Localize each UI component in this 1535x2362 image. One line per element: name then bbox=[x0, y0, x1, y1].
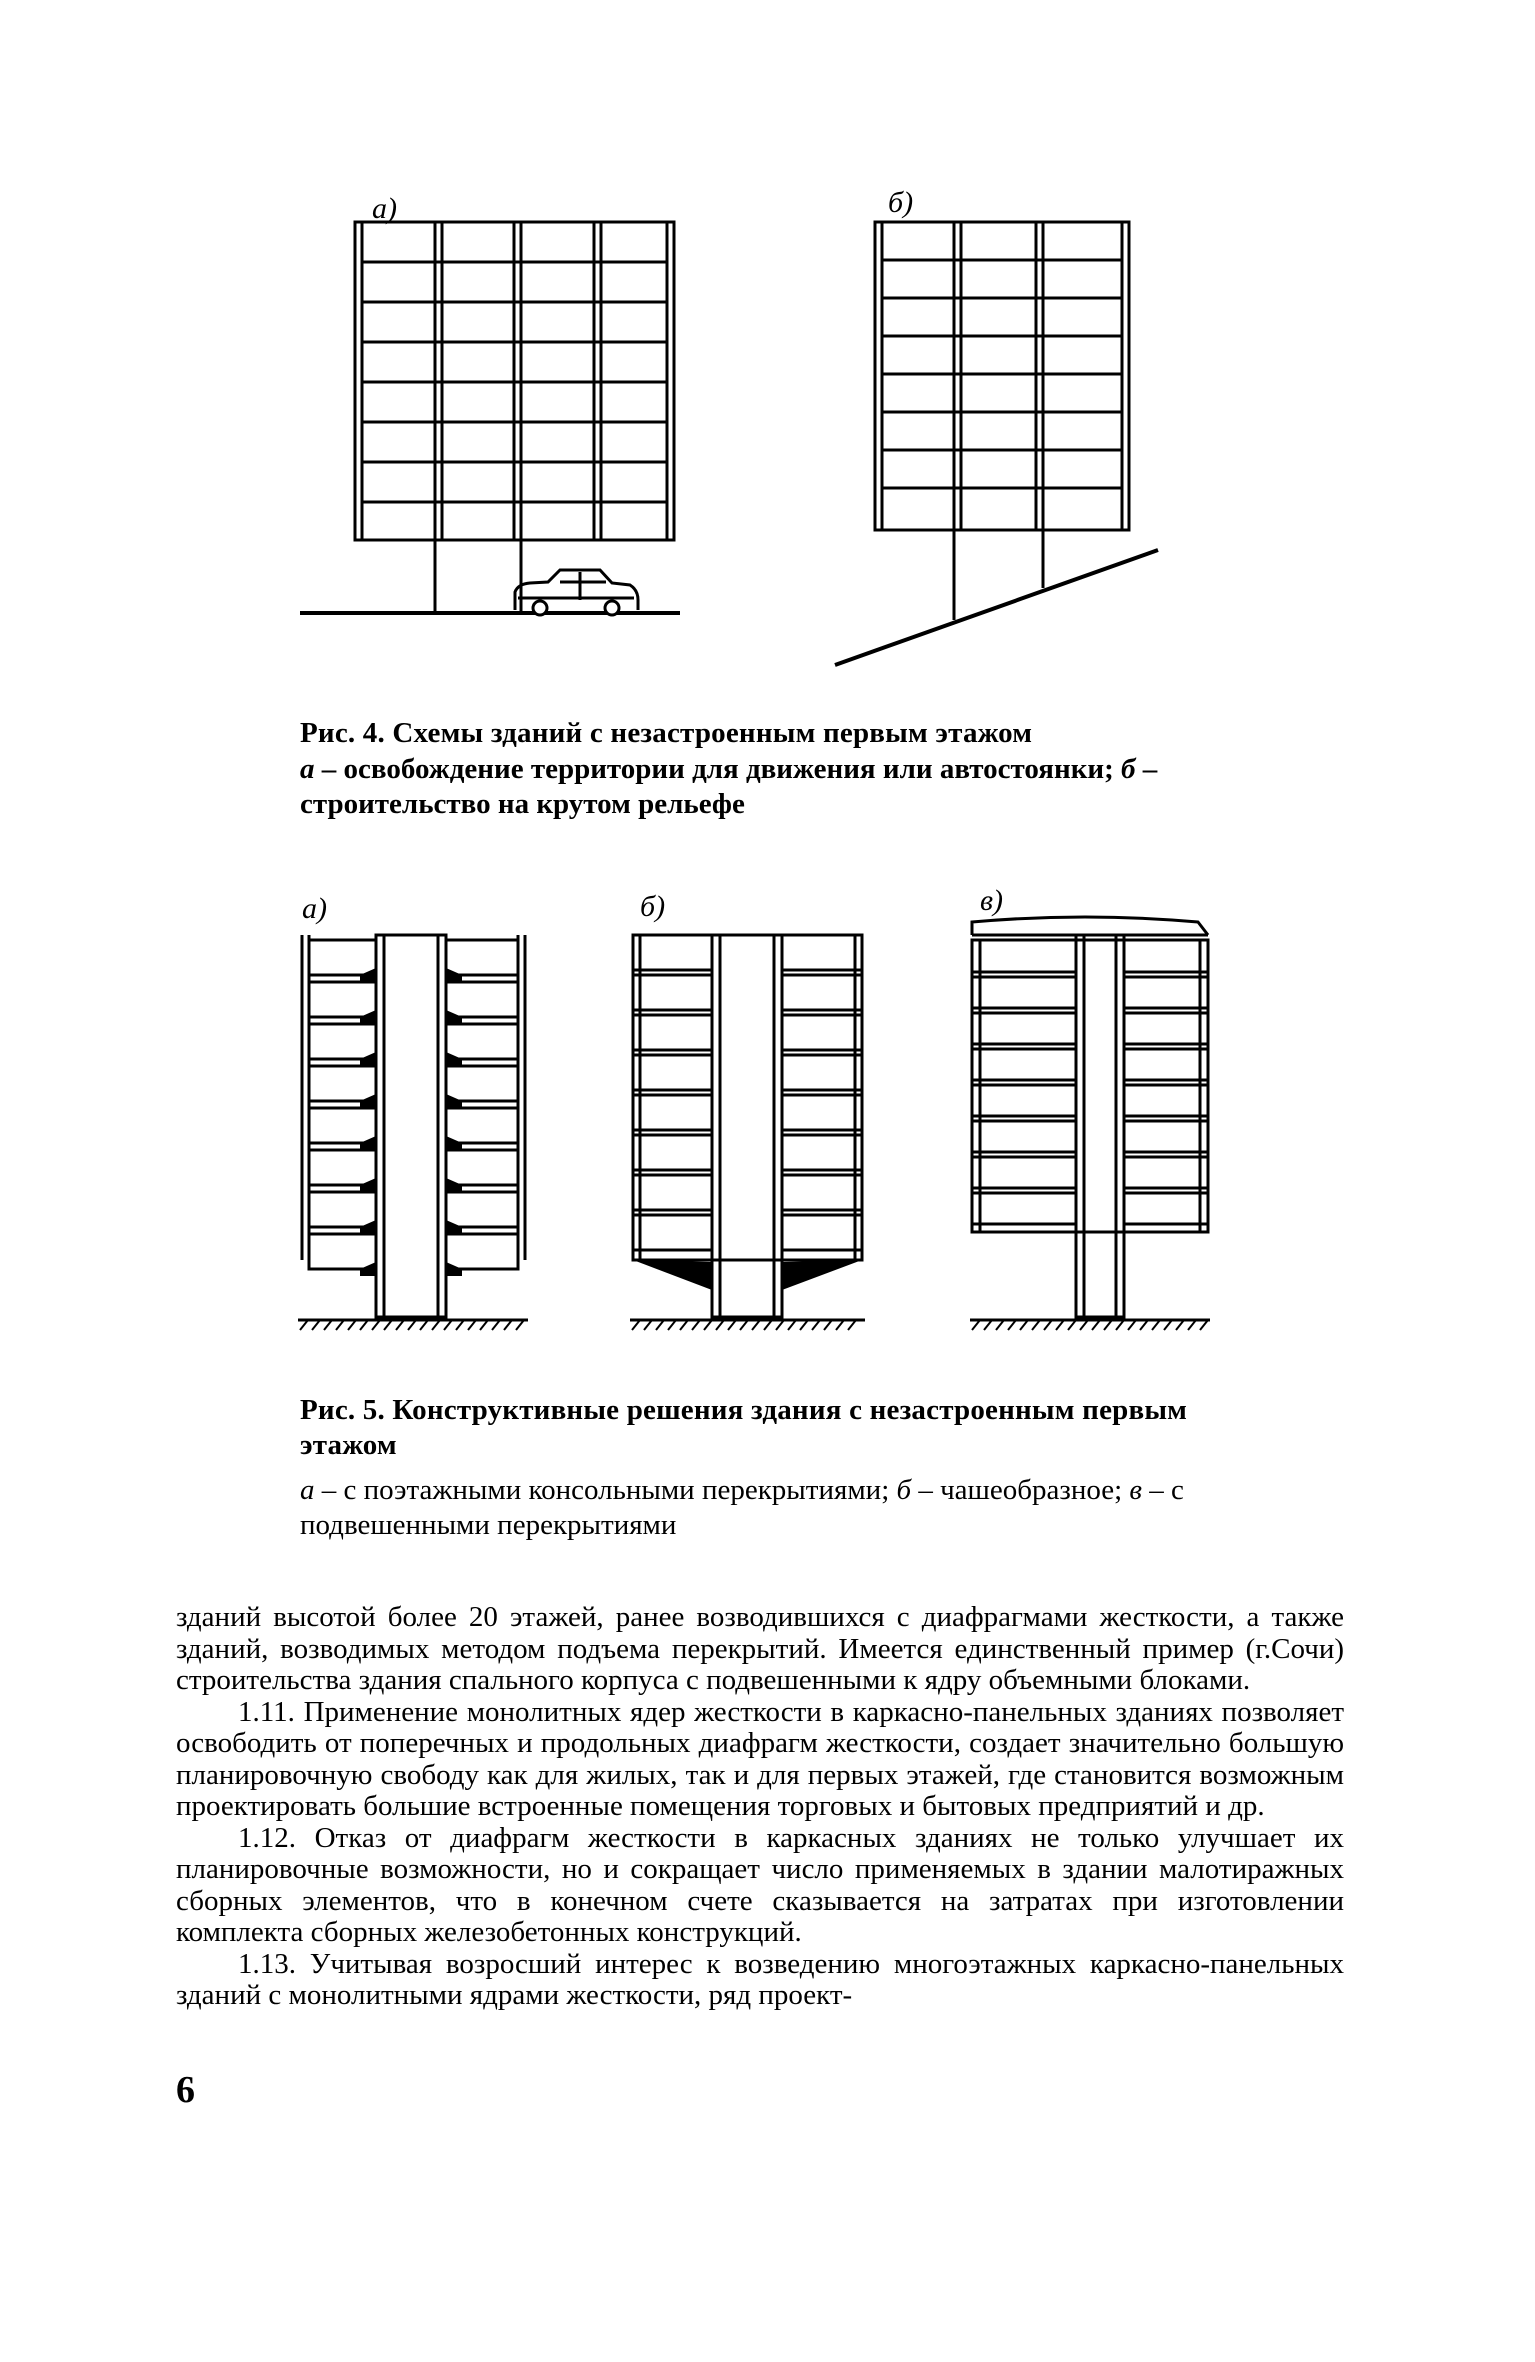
fig5-legend-text-b: – чашеобразное; bbox=[911, 1474, 1130, 1506]
fig5-legend-text-v: – с подвешенными перекрытиями bbox=[300, 1474, 1184, 1541]
fig4-legend-letter-a: а bbox=[300, 753, 315, 785]
body-text bbox=[176, 1602, 1344, 2012]
paragraph-1-12: 1.12. Отказ от диафрагм жесткости в каркасных зданиях не только улучшает их планировочные возможности, но и сокращает число применяемых в здании малотиражных сборных элементов, что в конечном счете сказывается на затратах при изготовлении комплекта сборных железобетонных конструкций. bbox=[176, 1821, 1344, 1948]
fig5-label-v: в) bbox=[980, 884, 1004, 917]
fig5-legend-letter-b: б bbox=[896, 1474, 912, 1506]
paragraph-1-11: 1.11. Применение монолитных ядер жесткости в каркасно-панельных зданиях позволяет освободить от поперечных и продольных диафрагм жесткости, создает значительно большую планировочную свободу как для жилых, так и для первых этажей, где становится возможным проектировать большие встроенные помещения торговых и бытовых предприятий и др. bbox=[176, 1695, 1344, 1822]
fig5-legend bbox=[300, 1473, 1215, 1543]
fig4-label-a: а) bbox=[372, 192, 397, 225]
fig5-caption-title: Рис. 5. Конструктивные решения здания с незастроенным первым этажом bbox=[300, 1394, 1188, 1461]
fig5-legend-letter-v: в bbox=[1129, 1474, 1142, 1506]
fig5-label-a: а) bbox=[302, 892, 327, 925]
fig4-label-b: б) bbox=[888, 186, 914, 219]
paragraph-1: зданий высотой более 20 этажей, ранее возводившихся с диафрагмами жесткости, а также зданий, возводимых методом подъема перекрытий. Имеется единственный пример (г.Сочи) строительства здания спального корпуса с подвешенными к ядру объемными блоками. bbox=[176, 1601, 1344, 1696]
fig5-label-b: б) bbox=[640, 890, 666, 923]
fig5-legend-letter-a: а bbox=[300, 1474, 315, 1506]
page-number: 6 bbox=[176, 2069, 195, 2111]
fig5-legend-text-a: – с поэтажными консольными перекрытиями; bbox=[314, 1474, 897, 1506]
fig4-caption-title: Рис. 4. Схемы зданий с незастроенным первым этажом bbox=[300, 717, 1033, 749]
fig4-legend-text-b: – строительство на крутом рельефе bbox=[300, 753, 1158, 820]
paragraph-1-13: 1.13. Учитывая возросший интерес к возведению многоэтажных каркасно-панельных зданий с монолитными ядрами жесткости, ряд проект- bbox=[176, 1947, 1344, 2011]
fig4-legend-letter-b: б bbox=[1121, 753, 1136, 785]
fig4-legend-text-a: – освобождение территории для движения или автостоянки; bbox=[314, 753, 1122, 785]
